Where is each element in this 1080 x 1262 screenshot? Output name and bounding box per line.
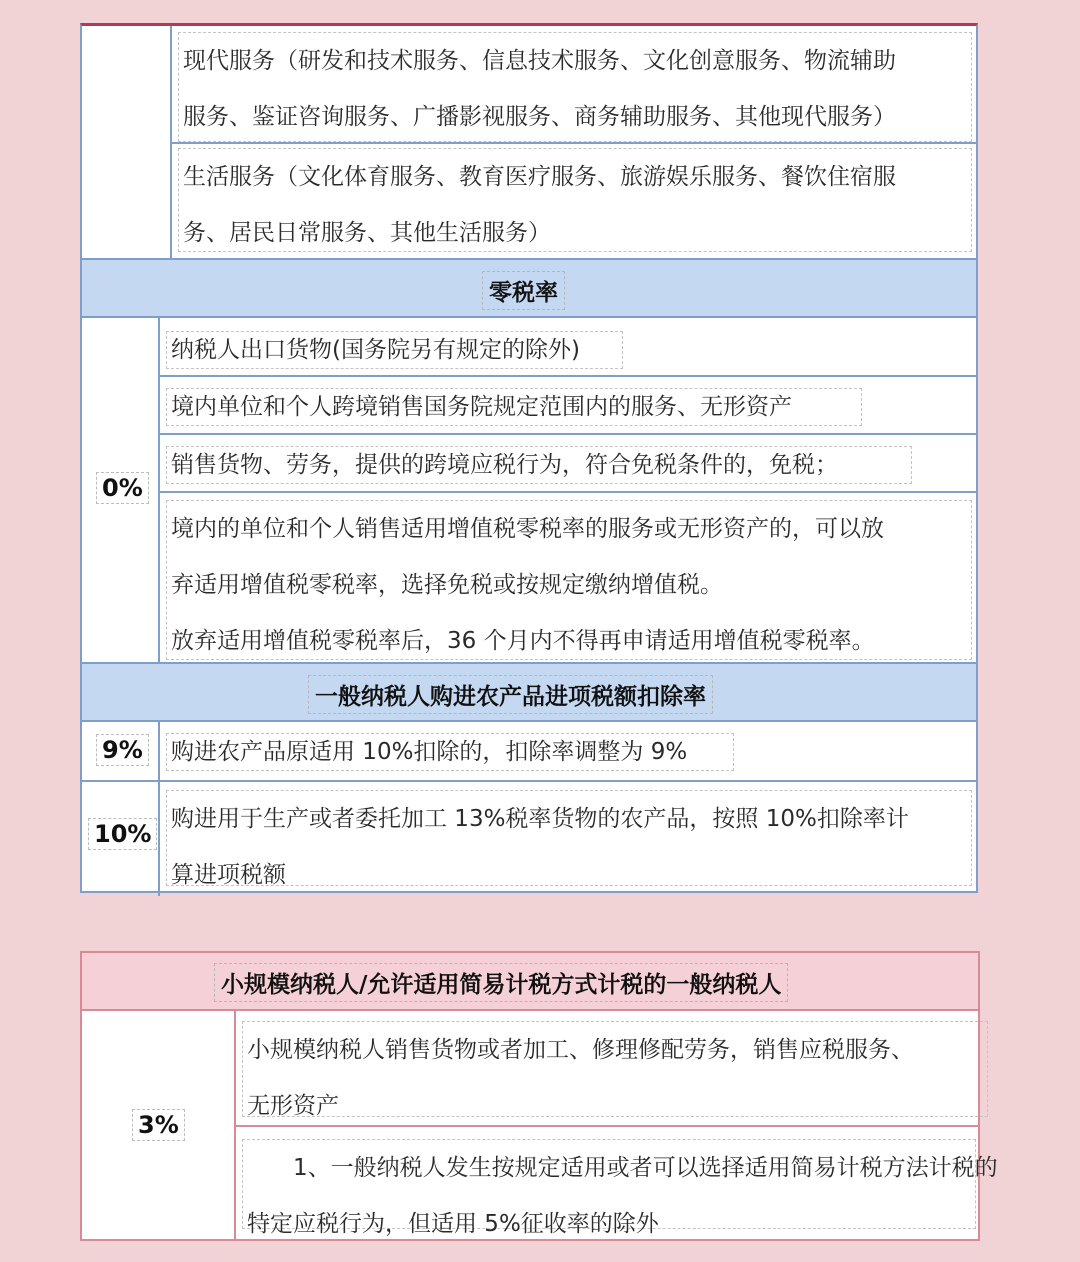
zero-rate-header: 零税率 (482, 271, 565, 310)
deduction-rate-10: 10% (88, 818, 157, 850)
row-divider (170, 142, 976, 144)
text-line: 1、一般纳税人发生按规定适用或者可以选择适用简易计税方法计税的 (247, 1155, 998, 1181)
simplified-method-item (242, 1139, 998, 1237)
text-line: 购进用于生产或者委托加工 13%税率货物的农产品，按照 10%扣除率计 (171, 806, 909, 832)
text-line: 境内的单位和个人销售适用增值税零税率的服务或无形资产的，可以放 (171, 516, 884, 542)
row-divider (158, 375, 976, 377)
small-scale-header-row (82, 953, 978, 1011)
text-line: 生活服务（文化体育服务、教育医疗服务、旅游娱乐服务、餐饮住宿服 (183, 164, 896, 190)
text-line: 现代服务（研发和技术服务、信息技术服务、文化创意服务、物流辅助 (183, 48, 896, 74)
small-scale-header: 小规模纳税人/允许适用简易计税方式计税的一般纳税人 (214, 963, 788, 1002)
text-line: 特定应税行为，但适用 5%征收率的除外 (247, 1211, 659, 1237)
text-line: 小规模纳税人销售货物或者加工、修理修配劳务，销售应税服务、 (247, 1037, 914, 1063)
text-line: 纳税人出口货物(国务院另有规定的除外) (171, 337, 580, 363)
deduction-item (166, 733, 734, 771)
zero-rate-value: 0% (96, 472, 149, 504)
row-divider (158, 433, 976, 435)
modern-services-cell (178, 32, 972, 142)
deduction-header-row (82, 662, 976, 722)
life-services-cell (178, 148, 972, 252)
zero-rate-item (166, 331, 623, 369)
small-scale-rate: 3% (132, 1109, 185, 1141)
deduction-item (166, 790, 972, 886)
column-divider (158, 722, 160, 896)
zero-rate-item (166, 446, 912, 484)
deduction-header: 一般纳税人购进农产品进项税额扣除率 (308, 675, 713, 714)
zero-rate-header-row (82, 258, 976, 318)
text-line: 算进项税额 (171, 862, 286, 888)
vat-rate-table (80, 23, 978, 893)
row-divider (234, 1125, 978, 1127)
text-line: 境内单位和个人跨境销售国务院规定范围内的服务、无形资产 (171, 394, 792, 420)
zero-rate-item (166, 388, 862, 426)
text-line: 服务、鉴证咨询服务、广播影视服务、商务辅助服务、其他现代服务） (183, 104, 896, 130)
small-scale-item (242, 1021, 988, 1117)
text-line: 弃适用增值税零税率，选择免税或按规定缴纳增值税。 (171, 572, 723, 598)
row-divider (82, 780, 976, 782)
text-line: 放弃适用增值税零税率后，36 个月内不得再申请适用增值税零税率。 (171, 628, 875, 654)
text-line: 无形资产 (247, 1093, 339, 1119)
row-divider (158, 491, 976, 493)
text-line: 务、居民日常服务、其他生活服务） (183, 220, 551, 246)
small-scale-taxpayer-table (80, 951, 998, 1241)
zero-rate-waiver-cell (166, 500, 972, 660)
text-line: 销售货物、劳务，提供的跨境应税行为，符合免税条件的，免税； (171, 452, 838, 478)
text-line: 购进农产品原适用 10%扣除的，扣除率调整为 9% (171, 739, 688, 765)
deduction-rate-9: 9% (96, 734, 149, 766)
